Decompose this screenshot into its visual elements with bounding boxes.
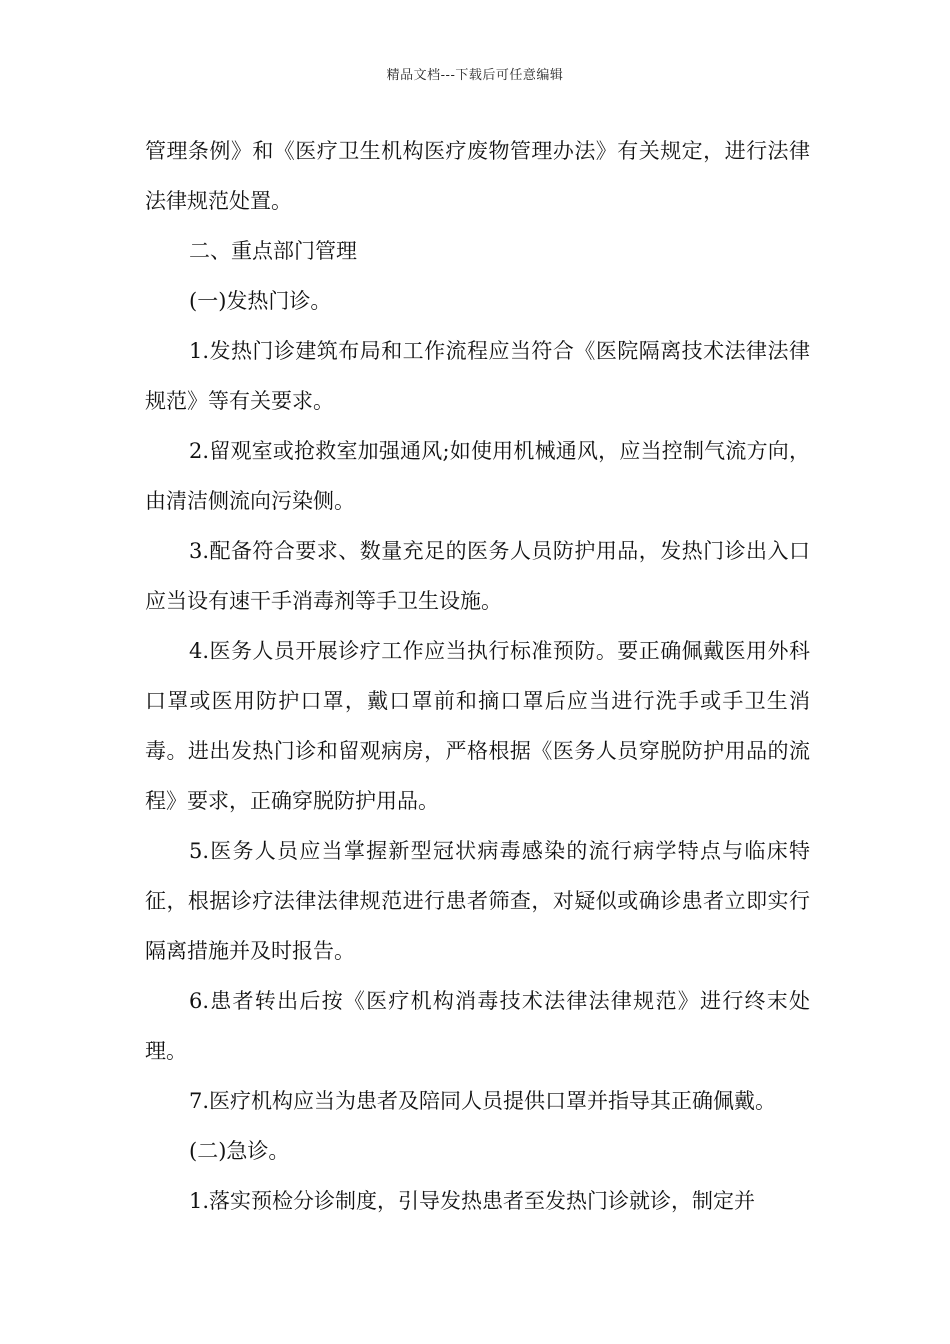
subsection-heading-fever-clinic: (一)发热门诊。	[189, 289, 332, 313]
section-heading-key-departments: 二、重点部门管理	[189, 239, 357, 263]
page-header: 精品文档---下载后可任意编辑	[386, 68, 564, 83]
paragraph-item-2: 2.留观室或抢救室加强通风;如使用机械通风，应当控制气流方向，由清洁侧流向污染侧。	[145, 439, 810, 513]
paragraph-item-1: 1.发热门诊建筑布局和工作流程应当符合《医院隔离技术法律法律规范》等有关要求。	[145, 339, 810, 413]
paragraph-item-3: 3.配备符合要求、数量充足的医务人员防护用品，发热门诊出入口应当设有速干手消毒剂等手卫生设施。	[145, 539, 810, 613]
paragraph-1: 管理条例》和《医疗卫生机构医疗废物管理办法》有关规定，进行法律法律规范处置。	[145, 139, 810, 213]
paragraph-item-5: 5.医务人员应当掌握新型冠状病毒感染的流行病学特点与临床特征，根据诊疗法律法律规范进行患者筛查，对疑似或确诊患者立即实行隔离措施并及时报告。	[145, 839, 810, 963]
document-body	[145, 126, 810, 1226]
paragraph-item-6: 6.患者转出后按《医疗机构消毒技术法律法律规范》进行终末处理。	[145, 989, 810, 1063]
subsection-heading-emergency: (二)急诊。	[189, 1139, 290, 1163]
paragraph-item-7: 7.医疗机构应当为患者及陪同人员提供口罩并指导其正确佩戴。	[189, 1089, 777, 1113]
paragraph-emergency-item-1: 1.落实预检分诊制度，引导发热患者至发热门诊就诊，制定并	[189, 1189, 756, 1213]
paragraph-item-4: 4.医务人员开展诊疗工作应当执行标准预防。要正确佩戴医用外科口罩或医用防护口罩，戴口罩前和摘口罩后应当进行洗手或手卫生消毒。进出发热门诊和留观病房，严格根据《医务人员穿脱防护用品的流程》要求，正确穿脱防护用品。	[145, 639, 810, 813]
